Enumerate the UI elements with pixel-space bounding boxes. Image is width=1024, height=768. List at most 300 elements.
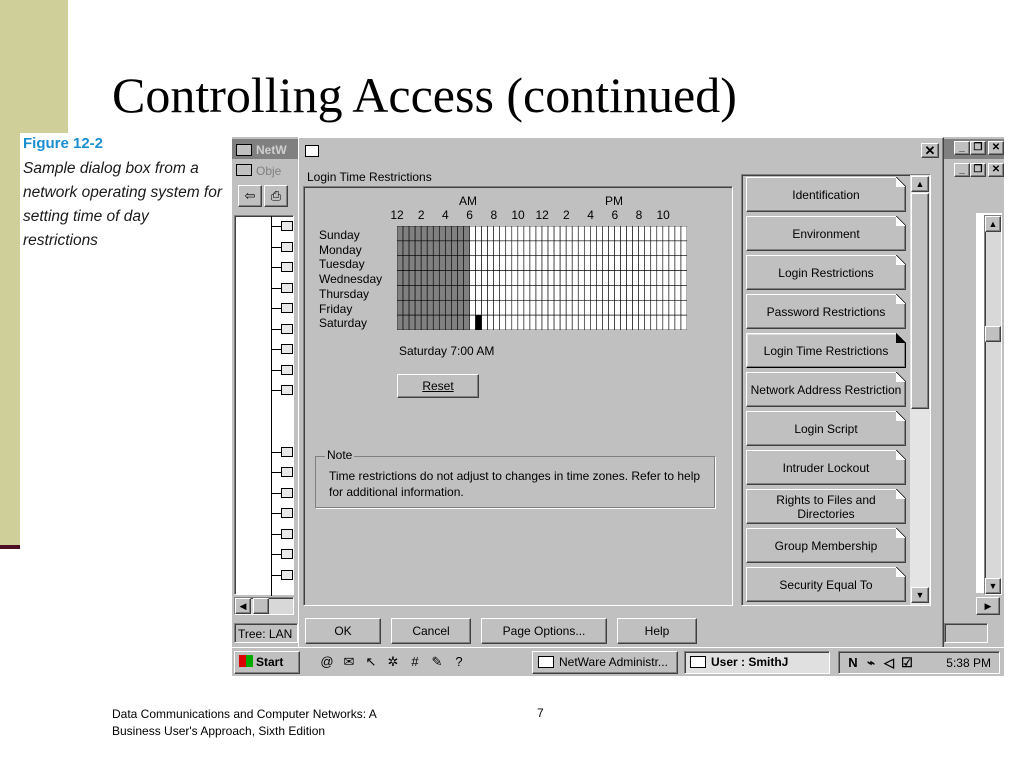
time-slot[interactable]	[421, 256, 427, 271]
time-slot[interactable]	[542, 241, 548, 256]
time-slot[interactable]	[427, 285, 433, 300]
time-slot[interactable]	[415, 300, 421, 315]
time-slot[interactable]	[500, 241, 506, 256]
time-slot[interactable]	[494, 256, 500, 271]
time-slot[interactable]	[463, 226, 469, 241]
time-slot[interactable]	[669, 300, 675, 315]
time-slot[interactable]	[663, 256, 669, 271]
network-tray-icon[interactable]: ⌁	[867, 655, 875, 670]
netware-tray-icon[interactable]: N	[848, 655, 858, 670]
print-tool-icon[interactable]: ⎙	[264, 185, 288, 207]
time-slot[interactable]	[451, 241, 457, 256]
time-slot[interactable]	[433, 285, 439, 300]
help-button[interactable]: Help	[617, 618, 697, 644]
time-slot[interactable]	[590, 285, 596, 300]
time-slot[interactable]	[500, 315, 506, 330]
time-slot[interactable]	[451, 300, 457, 315]
time-slot[interactable]	[403, 256, 409, 271]
time-slot[interactable]	[415, 256, 421, 271]
time-slot[interactable]	[470, 315, 476, 330]
time-slot[interactable]	[572, 226, 578, 241]
time-slot[interactable]	[397, 271, 403, 286]
time-slot[interactable]	[494, 285, 500, 300]
time-slot[interactable]	[621, 315, 627, 330]
time-slot[interactable]	[578, 241, 584, 256]
page-button-login-restrictions[interactable]	[746, 255, 906, 290]
time-slot[interactable]	[445, 256, 451, 271]
time-slot[interactable]	[445, 241, 451, 256]
time-slot[interactable]	[512, 226, 518, 241]
time-slot[interactable]	[506, 241, 512, 256]
time-restriction-grid[interactable]	[397, 226, 687, 330]
time-slot[interactable]	[445, 300, 451, 315]
time-slot[interactable]	[488, 315, 494, 330]
page-button-login-script[interactable]	[746, 411, 906, 446]
time-slot[interactable]	[463, 285, 469, 300]
time-slot[interactable]	[500, 226, 506, 241]
time-slot[interactable]	[669, 241, 675, 256]
time-slot[interactable]	[482, 256, 488, 271]
time-slot[interactable]	[681, 271, 687, 286]
time-slot[interactable]	[409, 300, 415, 315]
time-slot[interactable]	[397, 241, 403, 256]
time-slot[interactable]	[566, 256, 572, 271]
time-slot[interactable]	[663, 285, 669, 300]
time-slot[interactable]	[627, 300, 633, 315]
time-slot[interactable]	[639, 256, 645, 271]
time-slot[interactable]	[596, 256, 602, 271]
time-slot[interactable]	[451, 226, 457, 241]
time-slot[interactable]	[608, 256, 614, 271]
time-slot[interactable]	[596, 241, 602, 256]
tree-node[interactable]	[271, 343, 295, 355]
time-slot[interactable]	[397, 226, 403, 241]
time-slot[interactable]	[615, 241, 621, 256]
time-slot[interactable]	[494, 300, 500, 315]
time-slot[interactable]	[657, 315, 663, 330]
time-slot[interactable]	[403, 300, 409, 315]
time-slot[interactable]	[470, 256, 476, 271]
time-slot[interactable]	[451, 315, 457, 330]
time-slot[interactable]	[566, 300, 572, 315]
time-slot[interactable]	[602, 315, 608, 330]
time-slot[interactable]	[542, 300, 548, 315]
time-slot[interactable]	[584, 285, 590, 300]
time-slot[interactable]	[578, 271, 584, 286]
time-slot[interactable]	[584, 226, 590, 241]
time-slot[interactable]	[518, 256, 524, 271]
time-slot[interactable]	[530, 271, 536, 286]
time-slot[interactable]	[554, 256, 560, 271]
time-slot[interactable]	[488, 300, 494, 315]
time-slot[interactable]	[621, 300, 627, 315]
time-slot[interactable]	[572, 241, 578, 256]
time-slot[interactable]	[639, 226, 645, 241]
time-slot[interactable]	[681, 241, 687, 256]
time-slot[interactable]	[548, 285, 554, 300]
time-slot[interactable]	[608, 271, 614, 286]
page-button-environment[interactable]	[746, 216, 906, 251]
time-slot[interactable]	[433, 300, 439, 315]
time-slot[interactable]	[602, 226, 608, 241]
close-icon[interactable]: ✕	[988, 141, 1004, 155]
time-slot[interactable]	[482, 300, 488, 315]
time-slot[interactable]	[397, 285, 403, 300]
time-slot[interactable]	[621, 226, 627, 241]
time-slot[interactable]	[639, 285, 645, 300]
time-slot[interactable]	[427, 256, 433, 271]
time-slot[interactable]	[675, 256, 681, 271]
time-slot[interactable]	[439, 271, 445, 286]
time-slot[interactable]	[397, 256, 403, 271]
time-slot[interactable]	[572, 300, 578, 315]
time-slot[interactable]	[645, 256, 651, 271]
time-slot[interactable]	[506, 285, 512, 300]
edit-tool-icon[interactable]: ✎	[431, 654, 443, 669]
tree-node[interactable]	[271, 323, 295, 335]
time-slot[interactable]	[530, 315, 536, 330]
time-slot[interactable]	[518, 300, 524, 315]
time-slot[interactable]	[445, 315, 451, 330]
time-slot[interactable]	[476, 241, 482, 256]
time-slot[interactable]	[494, 241, 500, 256]
speaker-tray-icon[interactable]: ◁	[884, 655, 894, 670]
time-slot[interactable]	[482, 285, 488, 300]
time-slot[interactable]	[621, 241, 627, 256]
time-slot[interactable]	[633, 315, 639, 330]
time-slot[interactable]	[524, 241, 530, 256]
time-slot[interactable]	[590, 315, 596, 330]
time-slot[interactable]	[457, 256, 463, 271]
ok-button[interactable]: OK	[305, 618, 381, 644]
time-slot[interactable]	[669, 285, 675, 300]
time-slot[interactable]	[590, 226, 596, 241]
time-slot[interactable]	[397, 315, 403, 330]
time-slot[interactable]	[494, 315, 500, 330]
time-slot[interactable]	[457, 226, 463, 241]
time-slot[interactable]	[560, 315, 566, 330]
page-button-login-time-restrictions[interactable]	[746, 333, 906, 368]
time-slot[interactable]	[681, 315, 687, 330]
time-slot[interactable]	[578, 256, 584, 271]
time-slot[interactable]	[633, 226, 639, 241]
time-slot[interactable]	[669, 271, 675, 286]
exit-tool-icon[interactable]: ⇦	[238, 185, 262, 207]
time-slot[interactable]	[548, 226, 554, 241]
time-slot[interactable]	[651, 226, 657, 241]
time-slot[interactable]	[457, 271, 463, 286]
time-slot[interactable]	[663, 315, 669, 330]
time-slot[interactable]	[596, 271, 602, 286]
time-slot[interactable]	[554, 315, 560, 330]
time-slot[interactable]	[615, 285, 621, 300]
time-slot[interactable]	[560, 300, 566, 315]
time-slot[interactable]	[681, 285, 687, 300]
time-slot[interactable]	[445, 226, 451, 241]
time-slot[interactable]	[421, 285, 427, 300]
time-slot[interactable]	[403, 285, 409, 300]
time-slot[interactable]	[669, 315, 675, 330]
time-slot[interactable]	[403, 241, 409, 256]
arrow-tool-icon[interactable]: ↖	[365, 654, 377, 669]
time-slot[interactable]	[494, 226, 500, 241]
time-slot[interactable]	[536, 226, 542, 241]
time-slot[interactable]	[463, 300, 469, 315]
time-slot[interactable]	[651, 300, 657, 315]
time-slot[interactable]	[403, 226, 409, 241]
time-slot[interactable]	[476, 300, 482, 315]
time-slot[interactable]	[463, 315, 469, 330]
time-slot[interactable]	[476, 226, 482, 241]
time-slot[interactable]	[488, 271, 494, 286]
time-slot[interactable]	[651, 315, 657, 330]
time-slot[interactable]	[578, 300, 584, 315]
page-button-security-equal-to[interactable]	[746, 567, 906, 602]
time-slot[interactable]	[518, 315, 524, 330]
time-slot[interactable]	[427, 271, 433, 286]
page-button-intruder-lockout[interactable]	[746, 450, 906, 485]
time-slot[interactable]	[506, 315, 512, 330]
time-slot[interactable]	[451, 271, 457, 286]
tree-node[interactable]	[271, 548, 295, 560]
time-slot[interactable]	[554, 241, 560, 256]
time-slot[interactable]	[675, 300, 681, 315]
time-slot[interactable]	[584, 241, 590, 256]
time-slot[interactable]	[590, 241, 596, 256]
time-slot[interactable]	[608, 285, 614, 300]
child-restore-icon[interactable]: ❐	[970, 163, 986, 177]
scroll-left-icon[interactable]: ◀	[235, 598, 251, 614]
scroll-thumb-right[interactable]	[985, 326, 1001, 342]
restore-icon[interactable]: ❐	[970, 141, 986, 155]
time-slot[interactable]	[645, 300, 651, 315]
time-slot[interactable]	[439, 226, 445, 241]
time-slot[interactable]	[633, 285, 639, 300]
time-slot[interactable]	[645, 285, 651, 300]
time-slot[interactable]	[645, 241, 651, 256]
time-slot[interactable]	[560, 285, 566, 300]
tree-node[interactable]	[271, 220, 295, 232]
page-button-group-membership[interactable]	[746, 528, 906, 563]
time-slot[interactable]	[548, 256, 554, 271]
time-slot[interactable]	[615, 256, 621, 271]
outlook-icon[interactable]: ✉	[343, 654, 355, 669]
time-slot[interactable]	[433, 271, 439, 286]
time-slot[interactable]	[548, 271, 554, 286]
time-slot[interactable]	[409, 226, 415, 241]
time-slot[interactable]	[627, 271, 633, 286]
time-slot[interactable]	[433, 256, 439, 271]
time-slot[interactable]	[524, 226, 530, 241]
time-slot[interactable]	[500, 256, 506, 271]
grid-tool-icon[interactable]: #	[411, 654, 419, 669]
tree-node[interactable]	[271, 364, 295, 376]
time-slot[interactable]	[536, 315, 542, 330]
scroll-right-icon[interactable]: ▶	[976, 597, 1000, 615]
time-slot[interactable]	[681, 300, 687, 315]
time-slot[interactable]	[675, 241, 681, 256]
time-slot[interactable]	[451, 285, 457, 300]
time-slot[interactable]	[488, 256, 494, 271]
time-slot[interactable]	[633, 256, 639, 271]
time-slot[interactable]	[470, 226, 476, 241]
time-slot[interactable]	[433, 226, 439, 241]
time-slot[interactable]	[639, 271, 645, 286]
time-slot[interactable]	[645, 271, 651, 286]
tree-node[interactable]	[271, 446, 295, 458]
time-slot[interactable]	[427, 226, 433, 241]
time-slot[interactable]	[421, 315, 427, 330]
time-slot[interactable]	[663, 300, 669, 315]
time-slot[interactable]	[427, 300, 433, 315]
time-slot[interactable]	[584, 300, 590, 315]
task-user-smithj[interactable]	[684, 651, 830, 674]
time-slot[interactable]	[681, 226, 687, 241]
time-slot[interactable]	[476, 271, 482, 286]
time-slot[interactable]	[421, 241, 427, 256]
time-slot[interactable]	[470, 241, 476, 256]
time-slot[interactable]	[627, 226, 633, 241]
time-slot[interactable]	[542, 256, 548, 271]
time-slot[interactable]	[615, 271, 621, 286]
time-slot[interactable]	[512, 300, 518, 315]
time-slot[interactable]	[554, 285, 560, 300]
child-close-icon[interactable]: ✕	[988, 163, 1004, 177]
time-slot[interactable]	[645, 226, 651, 241]
time-slot[interactable]	[542, 315, 548, 330]
time-slot[interactable]	[439, 256, 445, 271]
time-slot[interactable]	[675, 226, 681, 241]
time-slot[interactable]	[506, 226, 512, 241]
page-button-password-restrictions[interactable]	[746, 294, 906, 329]
time-slot[interactable]	[639, 241, 645, 256]
page-button-network-address-restriction[interactable]	[746, 372, 906, 407]
time-slot[interactable]	[427, 241, 433, 256]
time-slot[interactable]	[639, 300, 645, 315]
time-slot[interactable]	[584, 256, 590, 271]
time-slot[interactable]	[560, 256, 566, 271]
time-slot[interactable]	[457, 285, 463, 300]
child-minimize-icon[interactable]: _	[954, 163, 970, 177]
time-slot[interactable]	[445, 285, 451, 300]
page-button-rights-to-files-and-directories[interactable]	[746, 489, 906, 524]
time-slot[interactable]	[572, 285, 578, 300]
time-slot[interactable]	[530, 256, 536, 271]
time-slot[interactable]	[415, 315, 421, 330]
time-slot[interactable]	[608, 226, 614, 241]
time-slot[interactable]	[409, 285, 415, 300]
time-slot[interactable]	[445, 271, 451, 286]
time-slot[interactable]	[482, 241, 488, 256]
time-slot[interactable]	[608, 300, 614, 315]
time-slot[interactable]	[470, 285, 476, 300]
time-slot[interactable]	[421, 271, 427, 286]
tree-node[interactable]	[271, 569, 295, 581]
tree-node[interactable]	[271, 466, 295, 478]
time-slot[interactable]	[651, 256, 657, 271]
time-slot[interactable]	[621, 271, 627, 286]
reset-button[interactable]	[397, 374, 479, 398]
help-tool-icon[interactable]: ?	[455, 654, 463, 669]
time-slot[interactable]	[657, 271, 663, 286]
time-slot[interactable]	[457, 300, 463, 315]
time-slot[interactable]	[530, 285, 536, 300]
time-slot[interactable]	[596, 285, 602, 300]
scroll-down-icon[interactable]: ▼	[985, 578, 1001, 594]
time-slot[interactable]	[675, 271, 681, 286]
time-slot[interactable]	[578, 285, 584, 300]
time-slot[interactable]	[512, 315, 518, 330]
time-slot[interactable]	[602, 271, 608, 286]
time-slot[interactable]	[602, 300, 608, 315]
time-slot[interactable]	[463, 241, 469, 256]
time-slot[interactable]	[627, 285, 633, 300]
time-slot[interactable]	[675, 315, 681, 330]
scroll-thumb[interactable]	[253, 598, 269, 614]
time-slot[interactable]	[518, 226, 524, 241]
time-slot[interactable]	[415, 271, 421, 286]
time-slot[interactable]	[560, 271, 566, 286]
time-slot[interactable]	[669, 226, 675, 241]
object-tree-pane[interactable]	[234, 215, 294, 595]
time-slot[interactable]	[512, 271, 518, 286]
time-slot[interactable]	[415, 241, 421, 256]
time-slot[interactable]	[409, 241, 415, 256]
time-slot[interactable]	[439, 300, 445, 315]
tree-node[interactable]	[271, 241, 295, 253]
time-slot[interactable]	[518, 285, 524, 300]
time-slot[interactable]	[494, 271, 500, 286]
time-slot[interactable]	[524, 271, 530, 286]
time-slot[interactable]	[476, 256, 482, 271]
time-slot[interactable]	[415, 285, 421, 300]
time-slot[interactable]	[506, 300, 512, 315]
time-slot[interactable]	[615, 300, 621, 315]
time-slot[interactable]	[651, 271, 657, 286]
page-scroll-up-icon[interactable]: ▲	[911, 176, 929, 192]
time-slot[interactable]	[663, 271, 669, 286]
time-slot[interactable]	[409, 271, 415, 286]
time-slot[interactable]	[590, 300, 596, 315]
time-slot[interactable]	[403, 315, 409, 330]
time-slot[interactable]	[657, 285, 663, 300]
time-slot[interactable]	[463, 271, 469, 286]
time-slot[interactable]	[536, 285, 542, 300]
time-slot[interactable]	[482, 226, 488, 241]
time-slot[interactable]	[590, 271, 596, 286]
time-slot[interactable]	[602, 285, 608, 300]
time-slot[interactable]	[536, 271, 542, 286]
time-slot[interactable]	[621, 256, 627, 271]
time-slot[interactable]	[488, 285, 494, 300]
background-menu-object[interactable]: Obje	[256, 164, 282, 178]
time-slot[interactable]	[536, 300, 542, 315]
cancel-button[interactable]: Cancel	[391, 618, 471, 644]
time-slot[interactable]	[403, 271, 409, 286]
time-slot[interactable]	[439, 241, 445, 256]
time-slot[interactable]	[542, 226, 548, 241]
dialog-close-icon[interactable]: ✕	[921, 143, 939, 158]
time-slot[interactable]	[633, 271, 639, 286]
time-slot[interactable]	[548, 315, 554, 330]
time-slot[interactable]	[633, 241, 639, 256]
tree-node[interactable]	[271, 507, 295, 519]
time-slot[interactable]	[548, 300, 554, 315]
tree-node[interactable]	[271, 302, 295, 314]
time-slot[interactable]	[615, 226, 621, 241]
time-slot[interactable]	[645, 315, 651, 330]
time-slot[interactable]	[433, 241, 439, 256]
